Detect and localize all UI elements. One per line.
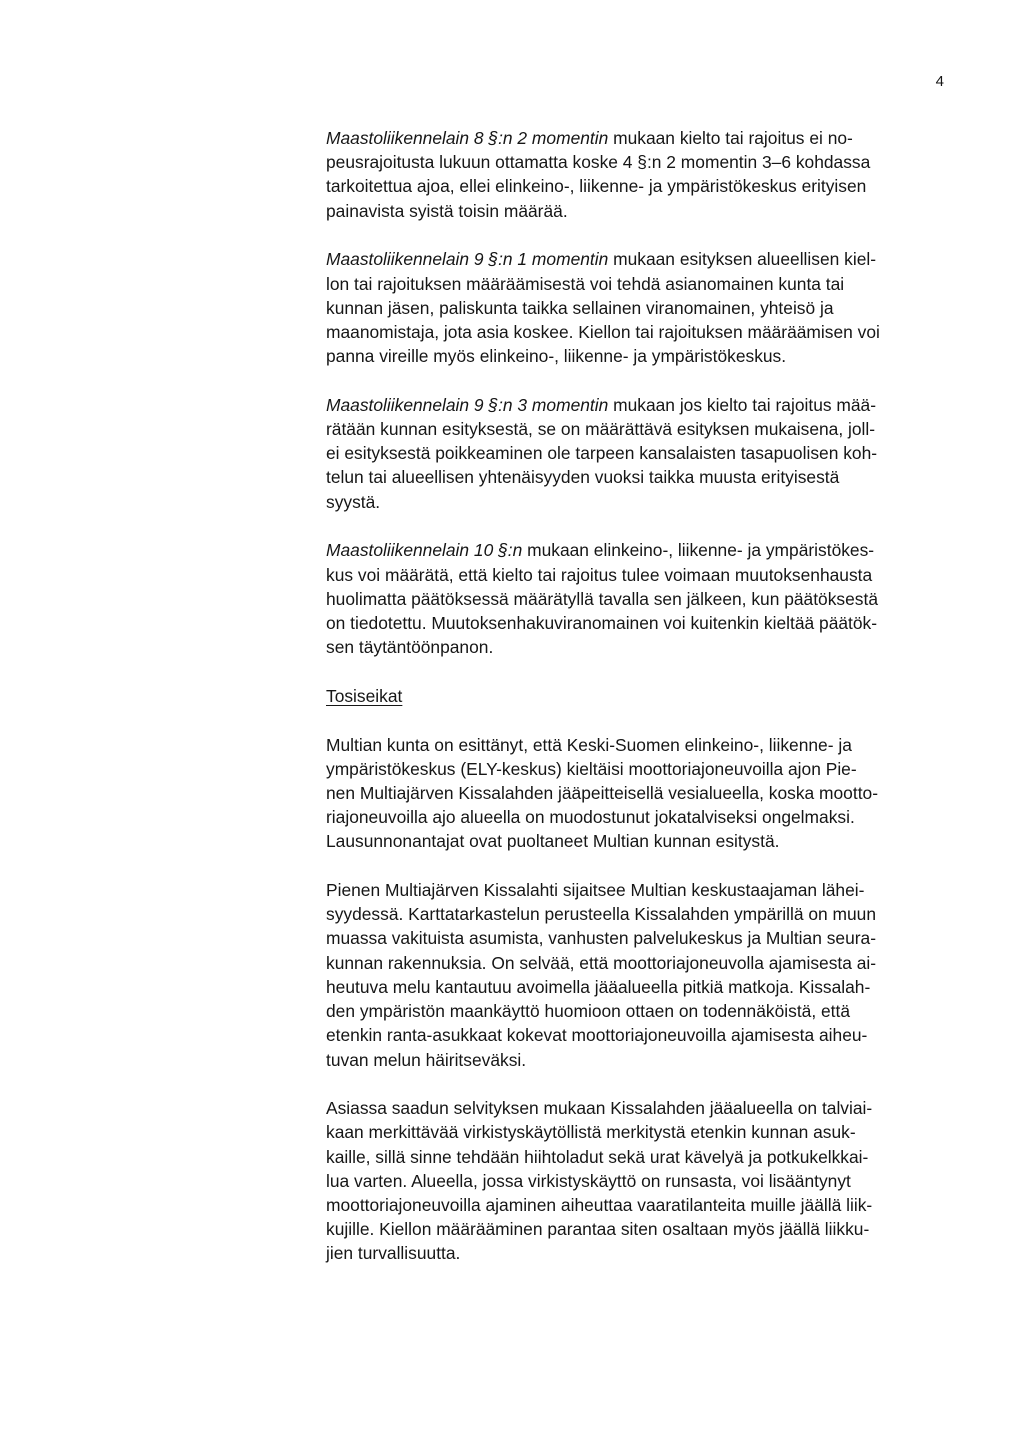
section-heading: Tosiseikat <box>326 685 403 706</box>
page-number: 4 <box>935 73 944 90</box>
law-reference: Maastoliikennelain 8 §:n 2 momentin <box>326 128 609 148</box>
law-paragraph-9-1 <box>326 247 931 368</box>
law-paragraph-9-3 <box>326 393 931 514</box>
law-paragraph-text: mukaan elinkeino-, liikenne- ja ympäristökes- kus voi määrätä, että kielto tai rajoitus tulee voimaan muutoksenhausta huolimatta päätöksessä määrätyllä tavalla sen jälkeen, kun päätöksestä on tiedotettu. Muutoksenhakuviranomainen voi kuitenkin kieltää päätök- sen täytäntöönpanon. <box>326 540 878 658</box>
document-body <box>326 126 931 1290</box>
facts-paragraph: Pienen Multiajärven Kissalahti sijaitsee Multian keskustaajaman lähei- syydessä. Karttatarkastelun perusteella Kissalahden ympärillä on muun muassa vakituista asumista, vanhusten palvelukeskus ja Multian seura- kunnan rakennuksia. On selvää, että moottoriajoneuvolla ajamisesta ai- heutuva melu kantautuu avoimella jääalueella pitkiä matkoja. Kissalah- den ympäristön maankäyttö huomioon ottaen on todennäköistä, että etenkin ranta-asukkaat kokevat moottoriajoneuvoilla ajamisesta aiheu- tuvan melun häiritseväksi. <box>326 880 877 1070</box>
law-paragraph-text: mukaan kielto tai rajoitus ei no- peusrajoitusta lukuun ottamatta koske 4 §:n 2 momentin 3–6 kohdassa tarkoitettua ajoa, ellei elinkeino-, liikenne- ja ympäristökeskus erityisen painavista syistä toisin määrää. <box>326 128 871 221</box>
law-paragraph-10 <box>326 538 931 659</box>
law-paragraph-text: mukaan jos kielto tai rajoitus mää- rätään kunnan esityksestä, se on määrättävä esityksen mukaisena, joll- ei esityksestä poikkeaminen ole tarpeen kansalaisten tasapuolisen koh- telun tai alueellisen yhtenäisyyden vuoksi taikka muusta erityisestä syystä. <box>326 394 878 512</box>
law-reference: Maastoliikennelain 9 §:n 1 momentin <box>326 249 609 270</box>
law-reference: Maastoliikennelain 9 §:n 3 momentin <box>326 394 609 415</box>
facts-paragraph: Multian kunta on esittänyt, että Keski-Suomen elinkeino-, liikenne- ja ympäristökeskus (ELY-keskus) kieltäisi moottoriajoneuvoilla ajon Pie- nen Multiajärven Kissalahden jääpeitteisellä vesialueella, koska mootto- riajoneuvoilla ajo alueella on muodostunut jokatalviseksi ongelmaksi. Lausunnonantajat ovat puoltaneet Multian kunnan esitystä. <box>326 734 878 852</box>
law-paragraph-8-2 <box>326 126 931 223</box>
law-paragraph-text: mukaan esityksen alueellisen kiel- lon tai rajoituksen määräämisestä voi tehdä asianomainen kunta tai kunnan jäsen, paliskunta taikka sellainen viranomainen, yhteisö ja maanomistaja, jota asia koskee. Kiellon tai rajoituksen määräämisen voi panna vireille myös elinkeino-, liikenne- ja ympäristökeskus. <box>326 249 880 367</box>
facts-paragraph: Asiassa saadun selvityksen mukaan Kissalahden jääalueella on talviai- kaan merkittävää virkistyskäytöllistä merkitystä etenkin kunnan asuk- kaille, sillä sinne tehdään hiihtoladut sekä urat kävelyä ja potkukelkkai- lua varten. Alueella, jossa virkistyskäyttö on runsasta, voi lisääntynyt moottoriajoneuvoilla ajaminen aiheuttaa vaaratilanteita muille jäällä liik- kujille. Kiellon määrääminen parantaa siten osaltaan myös jäällä liikku- jien turvallisuutta. <box>326 1098 873 1264</box>
law-reference: Maastoliikennelain 10 §:n <box>326 540 523 561</box>
